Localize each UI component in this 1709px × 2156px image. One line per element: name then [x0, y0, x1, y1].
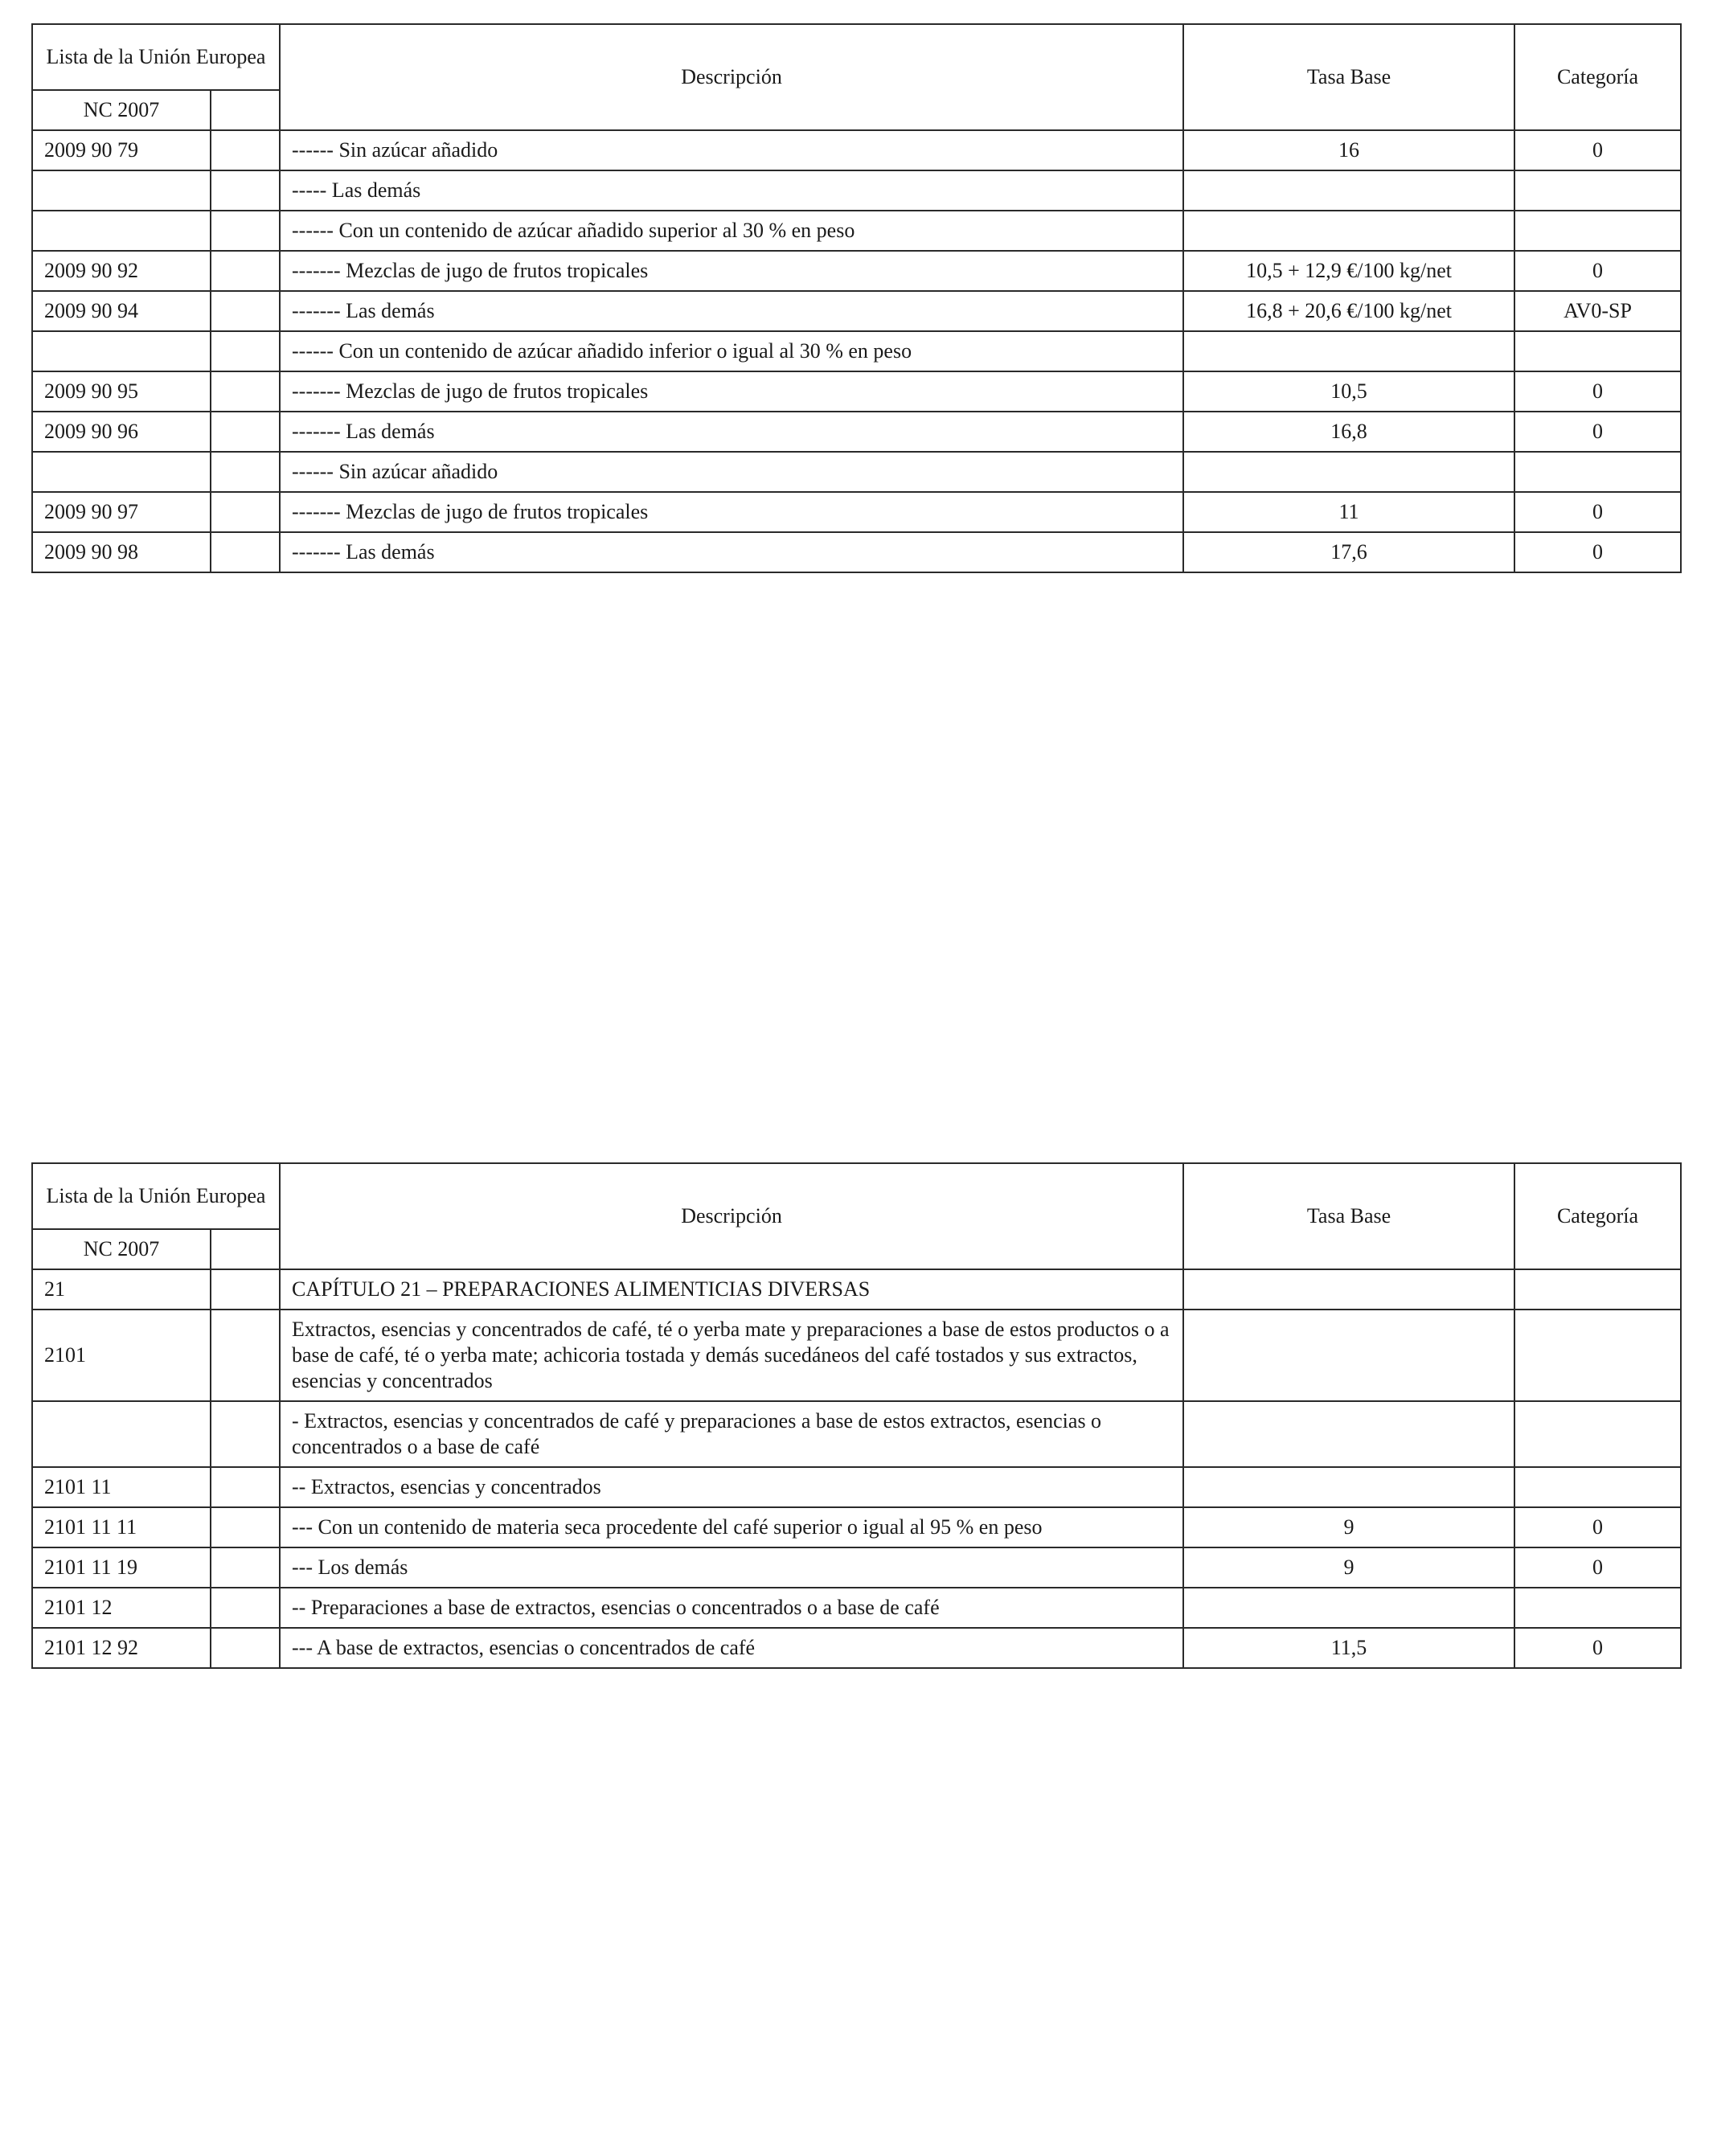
table-row — [32, 291, 1681, 331]
table-row — [32, 331, 1681, 371]
description-cell: ------ Con un contenido de azúcar añadido inferior o igual al 30 % en peso — [280, 331, 1183, 371]
base-rate-cell — [1183, 211, 1514, 251]
tariff-table-2-body — [32, 1163, 1681, 1668]
category-cell: 0 — [1514, 532, 1681, 572]
spacer-cell — [211, 532, 280, 572]
spacer-cell — [211, 412, 280, 452]
category-cell — [1514, 1401, 1681, 1467]
base-rate-cell — [1183, 1269, 1514, 1310]
category-cell: 0 — [1514, 1547, 1681, 1588]
base-rate-cell — [1183, 170, 1514, 211]
base-rate-cell — [1183, 331, 1514, 371]
tariff-table-1 — [31, 23, 1682, 573]
spacer-cell — [211, 211, 280, 251]
spacer-cell — [211, 170, 280, 211]
description-cell: ------- Mezclas de jugo de frutos tropicales — [280, 492, 1183, 532]
description-cell: Extractos, esencias y concentrados de café, té o yerba mate y preparaciones a base de estos productos o a base de café, té o yerba mate; achicoria tostada y demás sucedáneos del café tostados y sus extractos, esencias y concentrados — [280, 1310, 1183, 1401]
nc-code-cell — [32, 170, 211, 211]
table-row — [32, 1269, 1681, 1310]
nc-code-cell: 21 — [32, 1269, 211, 1310]
nc-code-cell — [32, 1401, 211, 1467]
header-empty-cell — [211, 90, 280, 130]
description-cell: - Extractos, esencias y concentrados de café y preparaciones a base de estos extractos, esencias o concentrados o a base de café — [280, 1401, 1183, 1467]
spacer-cell — [211, 251, 280, 291]
header-eu-list: Lista de la Unión Europea — [32, 1163, 280, 1229]
base-rate-cell: 16,8 + 20,6 €/100 kg/net — [1183, 291, 1514, 331]
nc-code-cell — [32, 211, 211, 251]
spacer-cell — [211, 492, 280, 532]
header-empty-cell — [211, 1229, 280, 1269]
header-eu-list: Lista de la Unión Europea — [32, 24, 280, 90]
table-row — [32, 532, 1681, 572]
category-cell — [1514, 1588, 1681, 1628]
table-row — [32, 412, 1681, 452]
description-cell: --- Con un contenido de materia seca procedente del café superior o igual al 95 % en peso — [280, 1507, 1183, 1547]
spacer-cell — [211, 1401, 280, 1467]
nc-code-cell — [32, 452, 211, 492]
spacer-cell — [211, 291, 280, 331]
base-rate-cell: 16,8 — [1183, 412, 1514, 452]
description-cell: ------- Las demás — [280, 532, 1183, 572]
category-cell: 0 — [1514, 251, 1681, 291]
nc-code-cell: 2101 11 19 — [32, 1547, 211, 1588]
description-cell: --- Los demás — [280, 1547, 1183, 1588]
base-rate-cell: 10,5 + 12,9 €/100 kg/net — [1183, 251, 1514, 291]
spacer-cell — [211, 1547, 280, 1588]
category-cell: 0 — [1514, 371, 1681, 412]
spacer-cell — [211, 1507, 280, 1547]
nc-code-cell: 2009 90 98 — [32, 532, 211, 572]
header-base-rate: Tasa Base — [1183, 1163, 1514, 1269]
table-row — [32, 1507, 1681, 1547]
base-rate-cell — [1183, 1310, 1514, 1401]
nc-code-cell: 2009 90 94 — [32, 291, 211, 331]
spacer-cell — [211, 1628, 280, 1668]
header-description: Descripción — [280, 1163, 1183, 1269]
nc-code-cell — [32, 331, 211, 371]
table-row — [32, 1628, 1681, 1668]
table-row — [32, 1588, 1681, 1628]
header-category: Categoría — [1514, 24, 1681, 130]
description-cell: -- Extractos, esencias y concentrados — [280, 1467, 1183, 1507]
header-nc-2007: NC 2007 — [32, 90, 211, 130]
nc-code-cell: 2009 90 95 — [32, 371, 211, 412]
description-cell: ------ Sin azúcar añadido — [280, 452, 1183, 492]
description-cell: ------- Mezclas de jugo de frutos tropicales — [280, 371, 1183, 412]
category-cell — [1514, 170, 1681, 211]
category-cell: 0 — [1514, 492, 1681, 532]
base-rate-cell — [1183, 1588, 1514, 1628]
nc-code-cell: 2101 12 92 — [32, 1628, 211, 1668]
description-cell: ------- Las demás — [280, 412, 1183, 452]
table-row — [32, 492, 1681, 532]
table-row — [32, 211, 1681, 251]
spacer-cell — [211, 1310, 280, 1401]
category-cell: 0 — [1514, 1507, 1681, 1547]
description-cell: ------- Las demás — [280, 291, 1183, 331]
table-row — [32, 371, 1681, 412]
nc-code-cell: 2009 90 79 — [32, 130, 211, 170]
nc-code-cell: 2101 — [32, 1310, 211, 1401]
category-cell — [1514, 1269, 1681, 1310]
base-rate-cell — [1183, 1467, 1514, 1507]
category-cell — [1514, 211, 1681, 251]
tariff-table-2 — [31, 1162, 1682, 1669]
category-cell: 0 — [1514, 130, 1681, 170]
spacer-cell — [211, 1269, 280, 1310]
table-row — [32, 1310, 1681, 1401]
base-rate-cell — [1183, 1401, 1514, 1467]
base-rate-cell: 9 — [1183, 1507, 1514, 1547]
description-cell: ------ Con un contenido de azúcar añadido superior al 30 % en peso — [280, 211, 1183, 251]
description-cell: --- A base de extractos, esencias o concentrados de café — [280, 1628, 1183, 1668]
header-description: Descripción — [280, 24, 1183, 130]
category-cell: 0 — [1514, 1628, 1681, 1668]
nc-code-cell: 2101 12 — [32, 1588, 211, 1628]
header-base-rate: Tasa Base — [1183, 24, 1514, 130]
spacer-cell — [211, 331, 280, 371]
nc-code-cell: 2101 11 — [32, 1467, 211, 1507]
category-cell — [1514, 1310, 1681, 1401]
description-cell: ------- Mezclas de jugo de frutos tropicales — [280, 251, 1183, 291]
header-nc-2007: NC 2007 — [32, 1229, 211, 1269]
base-rate-cell: 10,5 — [1183, 371, 1514, 412]
header-row — [32, 24, 1681, 90]
table-row — [32, 1467, 1681, 1507]
description-cell: ----- Las demás — [280, 170, 1183, 211]
nc-code-cell: 2009 90 92 — [32, 251, 211, 291]
nc-code-cell: 2101 11 11 — [32, 1507, 211, 1547]
table-row — [32, 1547, 1681, 1588]
category-cell: 0 — [1514, 412, 1681, 452]
table-row — [32, 130, 1681, 170]
spacer-cell — [211, 371, 280, 412]
spacer-cell — [211, 1467, 280, 1507]
header-category: Categoría — [1514, 1163, 1681, 1269]
table-row — [32, 452, 1681, 492]
header-row — [32, 1163, 1681, 1229]
tariff-table-1-body — [32, 24, 1681, 572]
description-cell: ------ Sin azúcar añadido — [280, 130, 1183, 170]
table-row — [32, 1401, 1681, 1467]
base-rate-cell: 17,6 — [1183, 532, 1514, 572]
base-rate-cell — [1183, 452, 1514, 492]
spacer-cell — [211, 452, 280, 492]
category-cell — [1514, 452, 1681, 492]
description-cell: -- Preparaciones a base de extractos, esencias o concentrados o a base de café — [280, 1588, 1183, 1628]
category-cell: AV0-SP — [1514, 291, 1681, 331]
spacer-cell — [211, 130, 280, 170]
nc-code-cell: 2009 90 97 — [32, 492, 211, 532]
base-rate-cell: 9 — [1183, 1547, 1514, 1588]
table-row — [32, 170, 1681, 211]
category-cell — [1514, 331, 1681, 371]
category-cell — [1514, 1467, 1681, 1507]
description-cell: CAPÍTULO 21 – PREPARACIONES ALIMENTICIAS DIVERSAS — [280, 1269, 1183, 1310]
nc-code-cell: 2009 90 96 — [32, 412, 211, 452]
spacer-cell — [211, 1588, 280, 1628]
base-rate-cell: 11 — [1183, 492, 1514, 532]
base-rate-cell: 16 — [1183, 130, 1514, 170]
base-rate-cell: 11,5 — [1183, 1628, 1514, 1668]
table-row — [32, 251, 1681, 291]
